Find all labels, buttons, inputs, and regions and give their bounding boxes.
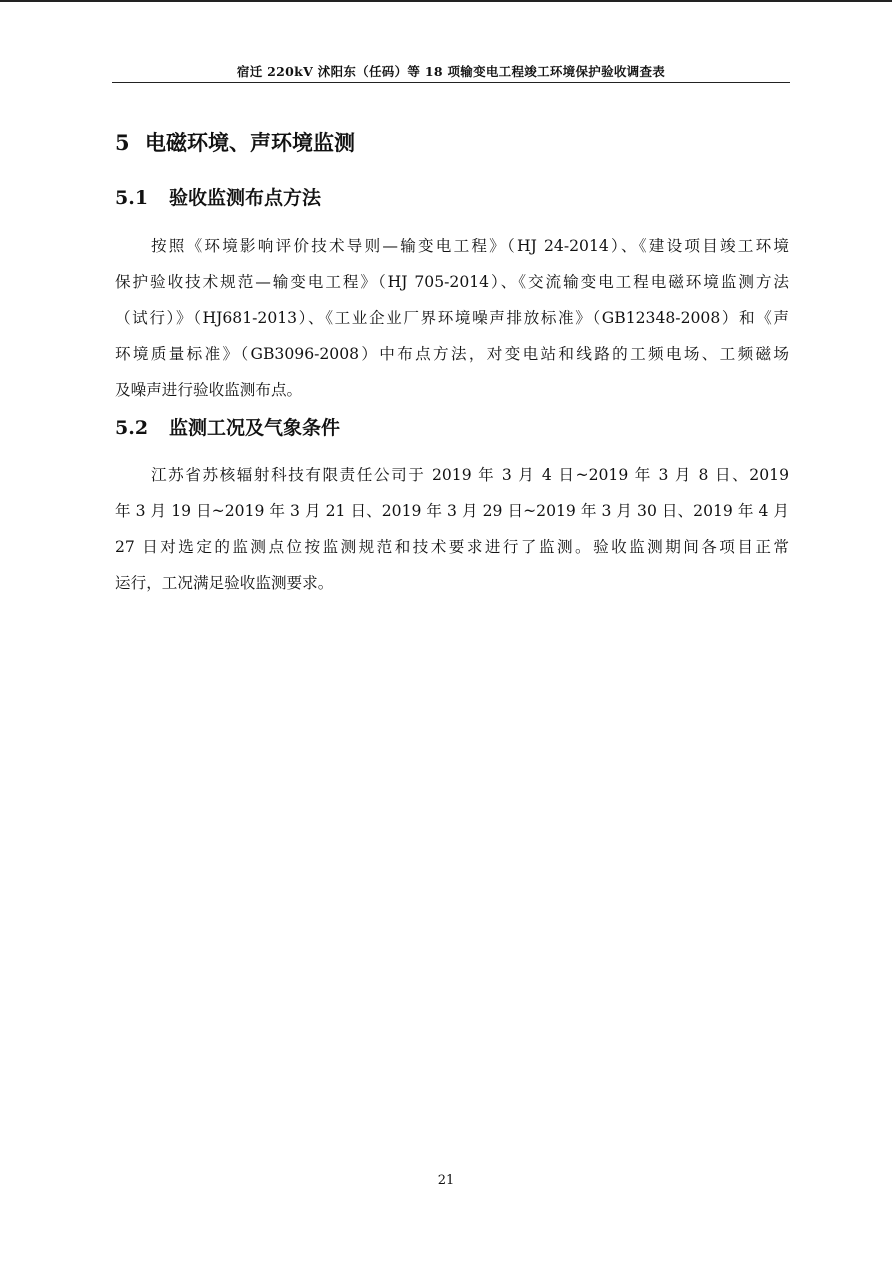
subsection-number: 5.1 — [115, 187, 149, 209]
paragraph-line: 运行，工况满足验收监测要求。 — [115, 574, 334, 592]
section-heading — [115, 128, 355, 158]
paragraph-line: 保护验收技术规范—输变电工程》（HJ 705-2014）、《交流输变电工程电磁环境监测方法 — [115, 273, 789, 291]
header-rule — [112, 82, 790, 83]
section-title: 电磁环境、声环境监测 — [145, 130, 355, 155]
paragraph-line: 27 日对选定的监测点位按监测规范和技术要求进行了监测。验收监测期间各项目正常 — [115, 538, 789, 556]
paragraph-line: 环境质量标准》（GB3096-2008）中布点方法，对变电站和线路的工频电场、工频磁场 — [115, 345, 789, 363]
paragraph-line: 及噪声进行验收监测布点。 — [115, 381, 303, 399]
subsection-title: 监测工况及气象条件 — [169, 417, 341, 439]
section-number: 5 — [115, 130, 130, 155]
page-number: 21 — [437, 1173, 455, 1188]
paragraph-line: 年 3 月 19 日~2019 年 3 月 21 日、2019 年 3 月 29 日~2019 年 3 月 30 日、2019 年 4 月 — [115, 502, 789, 520]
running-header: 宿迁 220kV 沭阳东（任码）等 18 项输变电工程竣工环境保护验收调查表 — [236, 64, 666, 79]
subsection-title: 验收监测布点方法 — [169, 187, 322, 209]
paragraph-line: 江苏省苏核辐射科技有限责任公司于 2019 年 3 月 4 日~2019 年 3 月 8 日、2019 — [151, 466, 789, 484]
paragraph-line: 按照《环境影响评价技术导则—输变电工程》（HJ 24-2014）、《建设项目竣工环境 — [151, 237, 789, 255]
subsection-heading-5-1 — [115, 184, 321, 212]
paragraph-line: （试行）》（HJ681-2013）、《工业企业厂界环境噪声排放标准》（GB12348-2008）和《声 — [115, 309, 789, 327]
page-top-border — [0, 0, 892, 2]
paragraph-5-2 — [115, 457, 789, 601]
paragraph-5-1 — [115, 228, 789, 408]
subsection-heading-5-2 — [115, 414, 340, 442]
subsection-number: 5.2 — [115, 417, 149, 439]
